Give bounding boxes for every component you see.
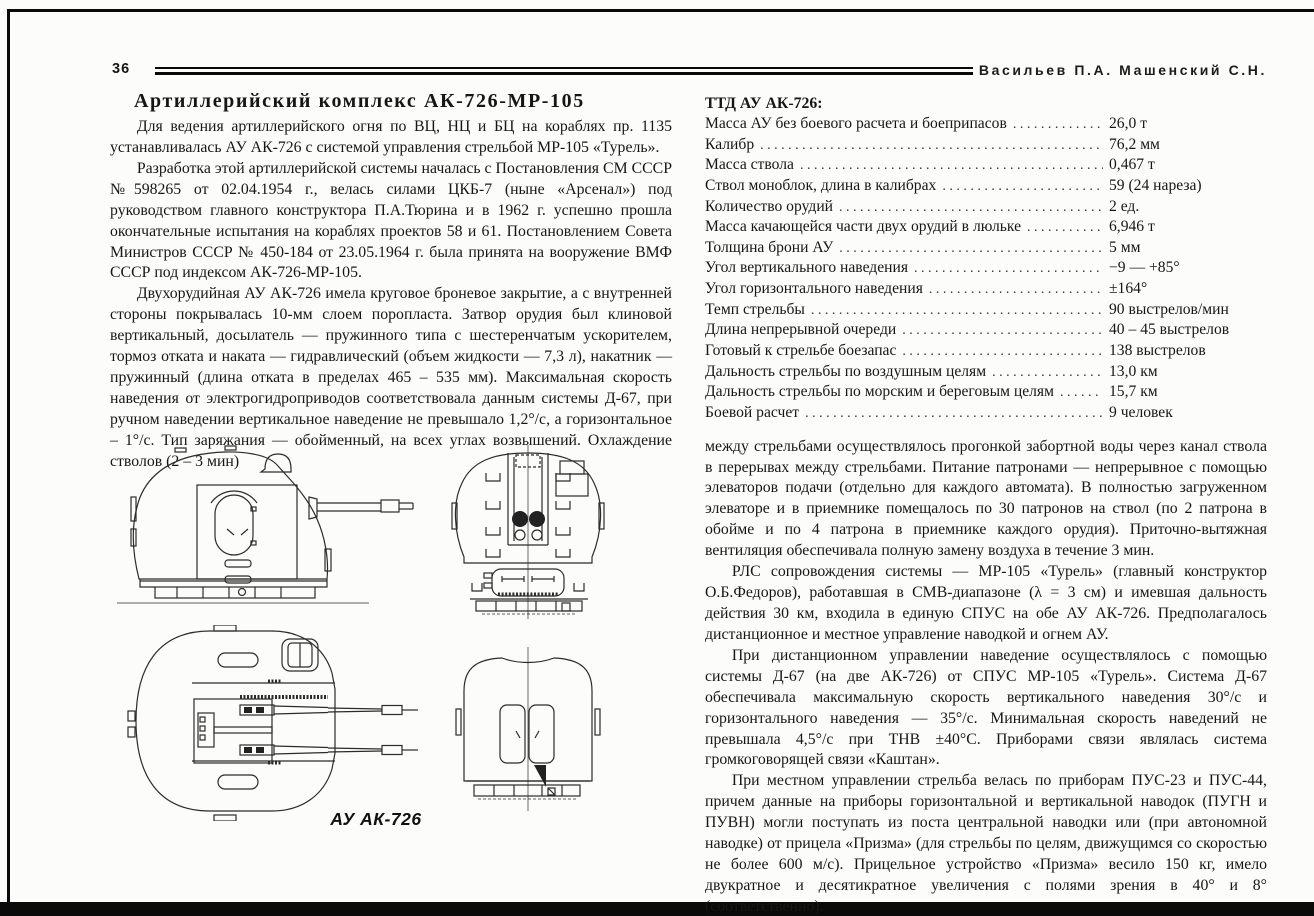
right-paragraphs	[705, 437, 1267, 916]
spec-row	[705, 404, 1267, 425]
spec-value: 6,946 т	[1109, 218, 1155, 236]
paragraph: Двухорудийная АУ АК-726 имела круговое броневое закрытие, а с внутренней стороны покрывалась 10-мм слоем поропласта. Затвор орудия был клиновой вертикальный, досылатель — пружинного типа с шестеренчатым ускорителем, тормоз отката и наката — гидравлический (объем жидкости — 7,3 л), накатник — пружинный (длина отката в пределах 465 – 535 мм). Максимальная скорость наведения от электрогидроприводов соответствовала данным системы Д-67, при ручном наведении вертикальное наведение не превышало 1,2°/с, а горизонтальное – 1°/с. Тип заряжания — обойменный, на всех углах возвышений. Охлаждение стволов (2 – 3 мин)	[110, 285, 672, 470]
dot-leader	[811, 301, 1103, 319]
spec-label: Длина непрерывной очереди	[705, 321, 897, 339]
paragraph: РЛС сопровождения системы — МР-105 «Турель» (главный конструктор О.Б.Федоров), работавшая в СМВ-диапазоне (λ = 3 см) и имевшая дальность действия 30 км, входила в единую СПУС на обе АУ АК-726. Предполагалось дистанционное и местное управление наводкой и огнем АУ.	[705, 563, 1267, 643]
spec-heading: ТТД АУ АК-726:	[705, 95, 823, 112]
dot-leader	[1027, 218, 1103, 236]
dot-leader	[839, 239, 1103, 257]
header-rule	[155, 67, 973, 75]
dot-leader	[1013, 115, 1103, 133]
spec-label: Количество орудий	[705, 197, 834, 215]
spec-value: ±164°	[1109, 280, 1148, 298]
spec-value: 90 выстрелов/мин	[1109, 300, 1229, 318]
dot-leader	[929, 280, 1103, 298]
spec-value: 26,0 т	[1109, 115, 1148, 132]
spec-row	[705, 342, 1267, 363]
paragraph: При местном управлении стрельба велась по приборам ПУС-23 и ПУС-44, причем данные на приборы горизонтальной и вертикальной наводок (ПУГН и ПУВН) могли поступать из поста центральной наводки или (при автономной наводке) от прицела «Призма» (для стрельбы по целям, движущимся со скоростью не более 600 м/с). Прицельное устройство «Призма» весило 150 кг, имело двукратное и десятикратное увеличения с полями зрения в 40° и 8° (соответственно).	[705, 772, 1267, 915]
spec-label: Дальность стрельбы по морским и береговым целям	[705, 383, 1054, 401]
dot-leader	[800, 156, 1103, 174]
paragraph: между стрельбами осуществлялось прогонкой забортной воды через канал ствола в перерывах между стрельбами. Питание патронами — непрерывное с помощью элеваторов подачи (отдельно для каждого автомата). В полностью загруженном элеваторе и в приемнике помещалось по 30 патронов на ствол (по 2 патрона в обойме и по 4 патрона в приемнике каждого орудия). Приточно-вытяжная вентиляция обеспечивала полную замену воздуха в течение 3 мин.	[705, 437, 1267, 560]
header-authors: Васильев П.А. Машенский С.Н.	[978, 62, 1267, 78]
spec-row	[705, 259, 1267, 280]
dot-leader	[839, 198, 1103, 216]
turret-plan-view-drawing	[122, 625, 424, 821]
spec-value: 13,0 км	[1109, 362, 1158, 380]
spec-value: 138 выстрелов	[1109, 342, 1206, 360]
spec-row	[705, 177, 1267, 198]
spec-row	[705, 156, 1267, 177]
spec-row	[705, 321, 1267, 342]
spec-label: Готовый к стрельбе боезапас	[705, 342, 897, 360]
turret-front-view-drawing	[444, 647, 612, 811]
spec-row	[705, 280, 1267, 301]
spec-value: 76,2 мм	[1109, 135, 1160, 153]
dot-leader	[914, 259, 1103, 277]
spec-label: Масса качающейся части двух орудий в люльке	[705, 218, 1021, 236]
technical-drawings	[110, 443, 675, 843]
article-title: Артиллерийский комплекс АК-726-МР-105	[134, 90, 585, 112]
spec-label: Темп стрельбы	[705, 300, 805, 318]
page-frame-top	[7, 9, 1314, 12]
dot-leader	[805, 404, 1103, 422]
spec-value: 2 ед.	[1109, 197, 1140, 215]
dot-leader	[902, 342, 1103, 360]
spec-value: 59 (24 нареза)	[1109, 176, 1202, 194]
figure-caption: АУ АК-726	[330, 809, 422, 829]
right-column	[705, 95, 1267, 916]
turret-rear-view-drawing	[442, 445, 616, 619]
spec-row	[705, 136, 1267, 157]
spec-label: Угол вертикального наведения	[705, 259, 908, 277]
turret-side-view-drawing	[115, 445, 427, 613]
paragraph: Для ведения артиллерийского огня по ВЦ, НЦ и БЦ на кораблях пр. 1135 устанавливалась АУ АК-726 с системой управления стрельбой МР-105 «Турель».	[110, 118, 672, 156]
spec-label: Ствол моноблок, длина в калибрах	[705, 176, 937, 194]
spec-label: Дальность стрельбы по воздушным целям	[705, 362, 987, 380]
spec-row	[705, 363, 1267, 384]
dot-leader	[942, 177, 1103, 195]
dot-leader	[1060, 383, 1103, 401]
spec-value: 0,467 т	[1109, 156, 1155, 174]
paragraph: Разработка этой артиллерийской системы началась с Постановления СМ СССР №598265 от 02.04.1954 г., велась силами ЦКБ-7 (ныне «Арсенал») под руководством главного конструктора П.А.Тюрина и в 1962 г. успешно прошла окончательные испытания на кораблях проектов 58 и 61. Постановлением Совета Министров СССР № 450-184 от 23.05.1964 г. была принята на вооружение ВМФ СССР под индексом АК-726-МР-105.	[110, 159, 672, 282]
spec-label: Масса АУ без боевого расчета и боеприпасов	[705, 115, 1007, 132]
spec-label: Угол горизонтального наведения	[705, 280, 923, 298]
dot-leader	[760, 136, 1103, 154]
spec-label: Боевой расчет	[705, 403, 800, 421]
spec-value: 5 мм	[1109, 238, 1141, 256]
spec-row	[705, 218, 1267, 239]
spec-row	[705, 115, 1267, 136]
spec-value: 15,7 км	[1109, 383, 1158, 401]
spec-row	[705, 239, 1267, 260]
dot-leader	[992, 363, 1103, 381]
page-number: 36	[112, 61, 131, 77]
spec-row	[705, 383, 1267, 404]
left-column	[110, 90, 672, 473]
spec-value: −9 — +85°	[1109, 259, 1180, 277]
spec-label: Калибр	[705, 135, 755, 153]
spec-row	[705, 198, 1267, 219]
page-frame-left	[7, 9, 10, 902]
spec-value: 9 человек	[1109, 403, 1173, 421]
spec-value: 40 – 45 выстрелов	[1109, 321, 1230, 339]
dot-leader	[902, 321, 1103, 339]
spec-row	[705, 301, 1267, 322]
paragraph: При дистанционном управлении наведение осуществлялось с помощью системы Д-67 (на две АК-726) от СПУС МР-105 «Турель». Система Д-67 обеспечивала максимальную скорость вертикального наведения 30°/с и горизонтального наведения — 35°/с. Минимальная скорость наведений не превышала 4,5°/с при ТНВ ±40°С. Приборами связи являлась система громкоговорящей связи «Каштан».	[705, 646, 1267, 769]
spec-label: Масса ствола	[705, 156, 794, 174]
spec-label: Толщина брони АУ	[705, 238, 834, 256]
